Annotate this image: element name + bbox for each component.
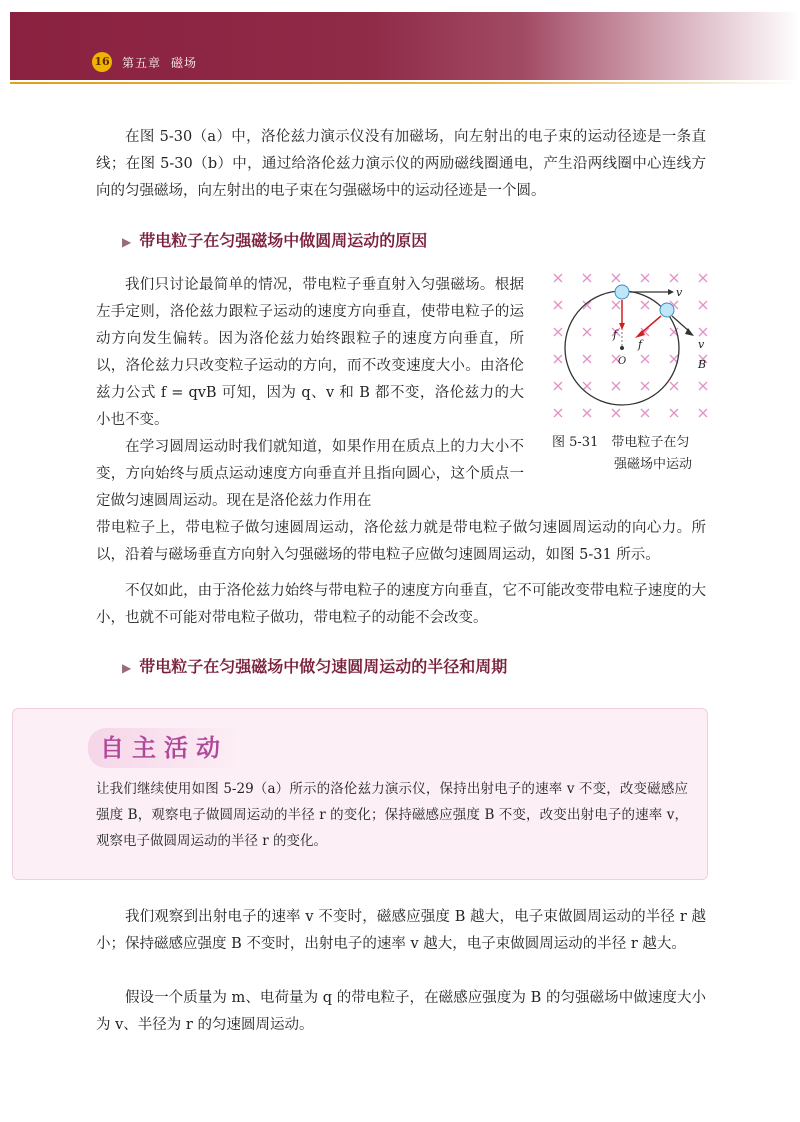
center-point xyxy=(620,346,624,350)
field-cross xyxy=(670,409,678,417)
figure-5-31 xyxy=(550,268,720,438)
field-cross xyxy=(641,355,649,363)
figure-caption xyxy=(552,432,722,476)
field-cross xyxy=(670,274,678,282)
assumption-paragraph: 假设一个质量为 m、电荷量为 q 的带电粒子，在磁感应强度为 B 的匀强磁场中做速度大小为 v、半径为 r 的匀速圆周运动。 xyxy=(96,990,706,1033)
intro-paragraph: 在图 5-30（a）中，洛伦兹力演示仪没有加磁场，向左射出的电子束的运动径迹是一条直线；在图 5-30（b）中，通过给洛伦兹力演示仪的两励磁线圈通电，产生沿两线圈中心连线方向的匀强磁场，向左射出的电子束在匀强磁场中的运动径迹是一个圆。 xyxy=(96,129,706,199)
section-heading-reason-text: 带电粒子在匀强磁场中做圆周运动的原因 xyxy=(139,231,428,250)
field-cross xyxy=(641,274,649,282)
reason-paragraph-2b: 带电粒子上，带电粒子做匀速圆周运动，洛伦兹力就是带电粒子做匀速圆周运动的向心力。所以，沿着与磁场垂直方向射入匀强磁场的带电粒子应做匀速圆周运动，如图 5-31 所示。 xyxy=(96,520,706,563)
magnetic-field-crosses xyxy=(554,274,707,417)
label-f-top: f xyxy=(613,328,618,341)
field-cross xyxy=(641,301,649,309)
field-cross xyxy=(699,382,707,390)
field-cross xyxy=(670,382,678,390)
page-number-badge: 16 xyxy=(92,52,112,72)
triangle-bullet-icon: ▶ xyxy=(122,235,132,249)
field-cross xyxy=(699,301,707,309)
field-cross xyxy=(554,409,562,417)
header-rule xyxy=(10,82,800,84)
activity-text: 让我们继续使用如图 5-29（a）所示的洛伦兹力演示仪，保持出射电子的速率 v 不变，改变磁感应强度 B，观察电子做圆周运动的半径 r 的变化；保持磁感应强度 B 不变，改变出射电子的速率 v，观察电子做圆周运动的半径 r 的变化。 xyxy=(96,781,688,849)
reason-paragraph-2a: 在学习圆周运动时我们就知道，如果作用在质点上的力大小不变，方向始终与质点运动速度方向垂直并且指向圆心，这个质点一定做匀速圆周运动。现在是洛伦兹力作用在 xyxy=(96,439,524,509)
field-cross xyxy=(612,409,620,417)
reason-paragraph-3: 不仅如此，由于洛伦兹力始终与带电粒子的速度方向垂直，它不可能改变带电粒子速度的大小，也就不可能对带电粒子做功，带电粒子的动能不会改变。 xyxy=(96,583,706,626)
observation-paragraph: 我们观察到出射电子的速率 v 不变时，磁感应强度 B 越大，电子束做圆周运动的半径 r 越小；保持磁感应强度 B 不变时，出射电子的速率 v 越大，电子束做圆周运动的半径 r 越大。 xyxy=(96,909,706,952)
field-cross xyxy=(554,274,562,282)
triangle-bullet-icon: ▶ xyxy=(122,661,132,675)
label-b: B xyxy=(698,358,707,371)
label-f-right: f xyxy=(638,338,643,351)
chapter-label xyxy=(122,54,197,71)
field-cross xyxy=(699,274,707,282)
figure-caption-line1: 图 5-31 带电粒子在匀 xyxy=(552,435,690,450)
activity-title: 自主活动 xyxy=(88,728,246,768)
field-cross xyxy=(641,409,649,417)
field-cross xyxy=(583,382,591,390)
section-heading-radius-period xyxy=(122,654,507,677)
label-v-right: v xyxy=(698,338,705,351)
field-cross xyxy=(583,409,591,417)
figure-caption-line2: 强磁场中运动 xyxy=(614,457,693,472)
chapter-title: 磁场 xyxy=(171,56,198,70)
field-cross xyxy=(612,382,620,390)
chapter-number: 第五章 xyxy=(122,56,162,70)
particle-right xyxy=(660,303,674,317)
section-heading-reason xyxy=(122,228,427,251)
field-cross xyxy=(583,328,591,336)
field-cross xyxy=(583,274,591,282)
particle-top xyxy=(615,285,629,299)
reason-paragraph-1: 我们只讨论最简单的情况，带电粒子垂直射入匀强磁场。根据左手定则，洛伦兹力跟粒子运动的速度方向垂直，使带电粒子的运动方向发生偏转。因为洛伦兹力始终跟粒子的速度方向垂直，所以，洛伦兹力只改变粒子运动的方向，而不改变速度大小。由洛伦兹力公式 f = qvB 可知，因为 q、v 和 B 都不变，洛伦兹力的大小也不变。 xyxy=(96,277,524,428)
force-arrow-right xyxy=(640,316,661,334)
field-cross xyxy=(554,328,562,336)
field-cross xyxy=(612,301,620,309)
field-cross xyxy=(641,382,649,390)
section-heading-radius-period-text: 带电粒子在匀强磁场中做匀速圆周运动的半径和周期 xyxy=(139,657,508,676)
label-o: O xyxy=(618,356,627,367)
field-cross xyxy=(554,382,562,390)
field-cross xyxy=(554,301,562,309)
field-cross xyxy=(583,355,591,363)
field-cross xyxy=(554,355,562,363)
field-cross xyxy=(699,409,707,417)
field-cross xyxy=(699,328,707,336)
field-cross xyxy=(612,274,620,282)
label-v-top: v xyxy=(676,286,683,299)
